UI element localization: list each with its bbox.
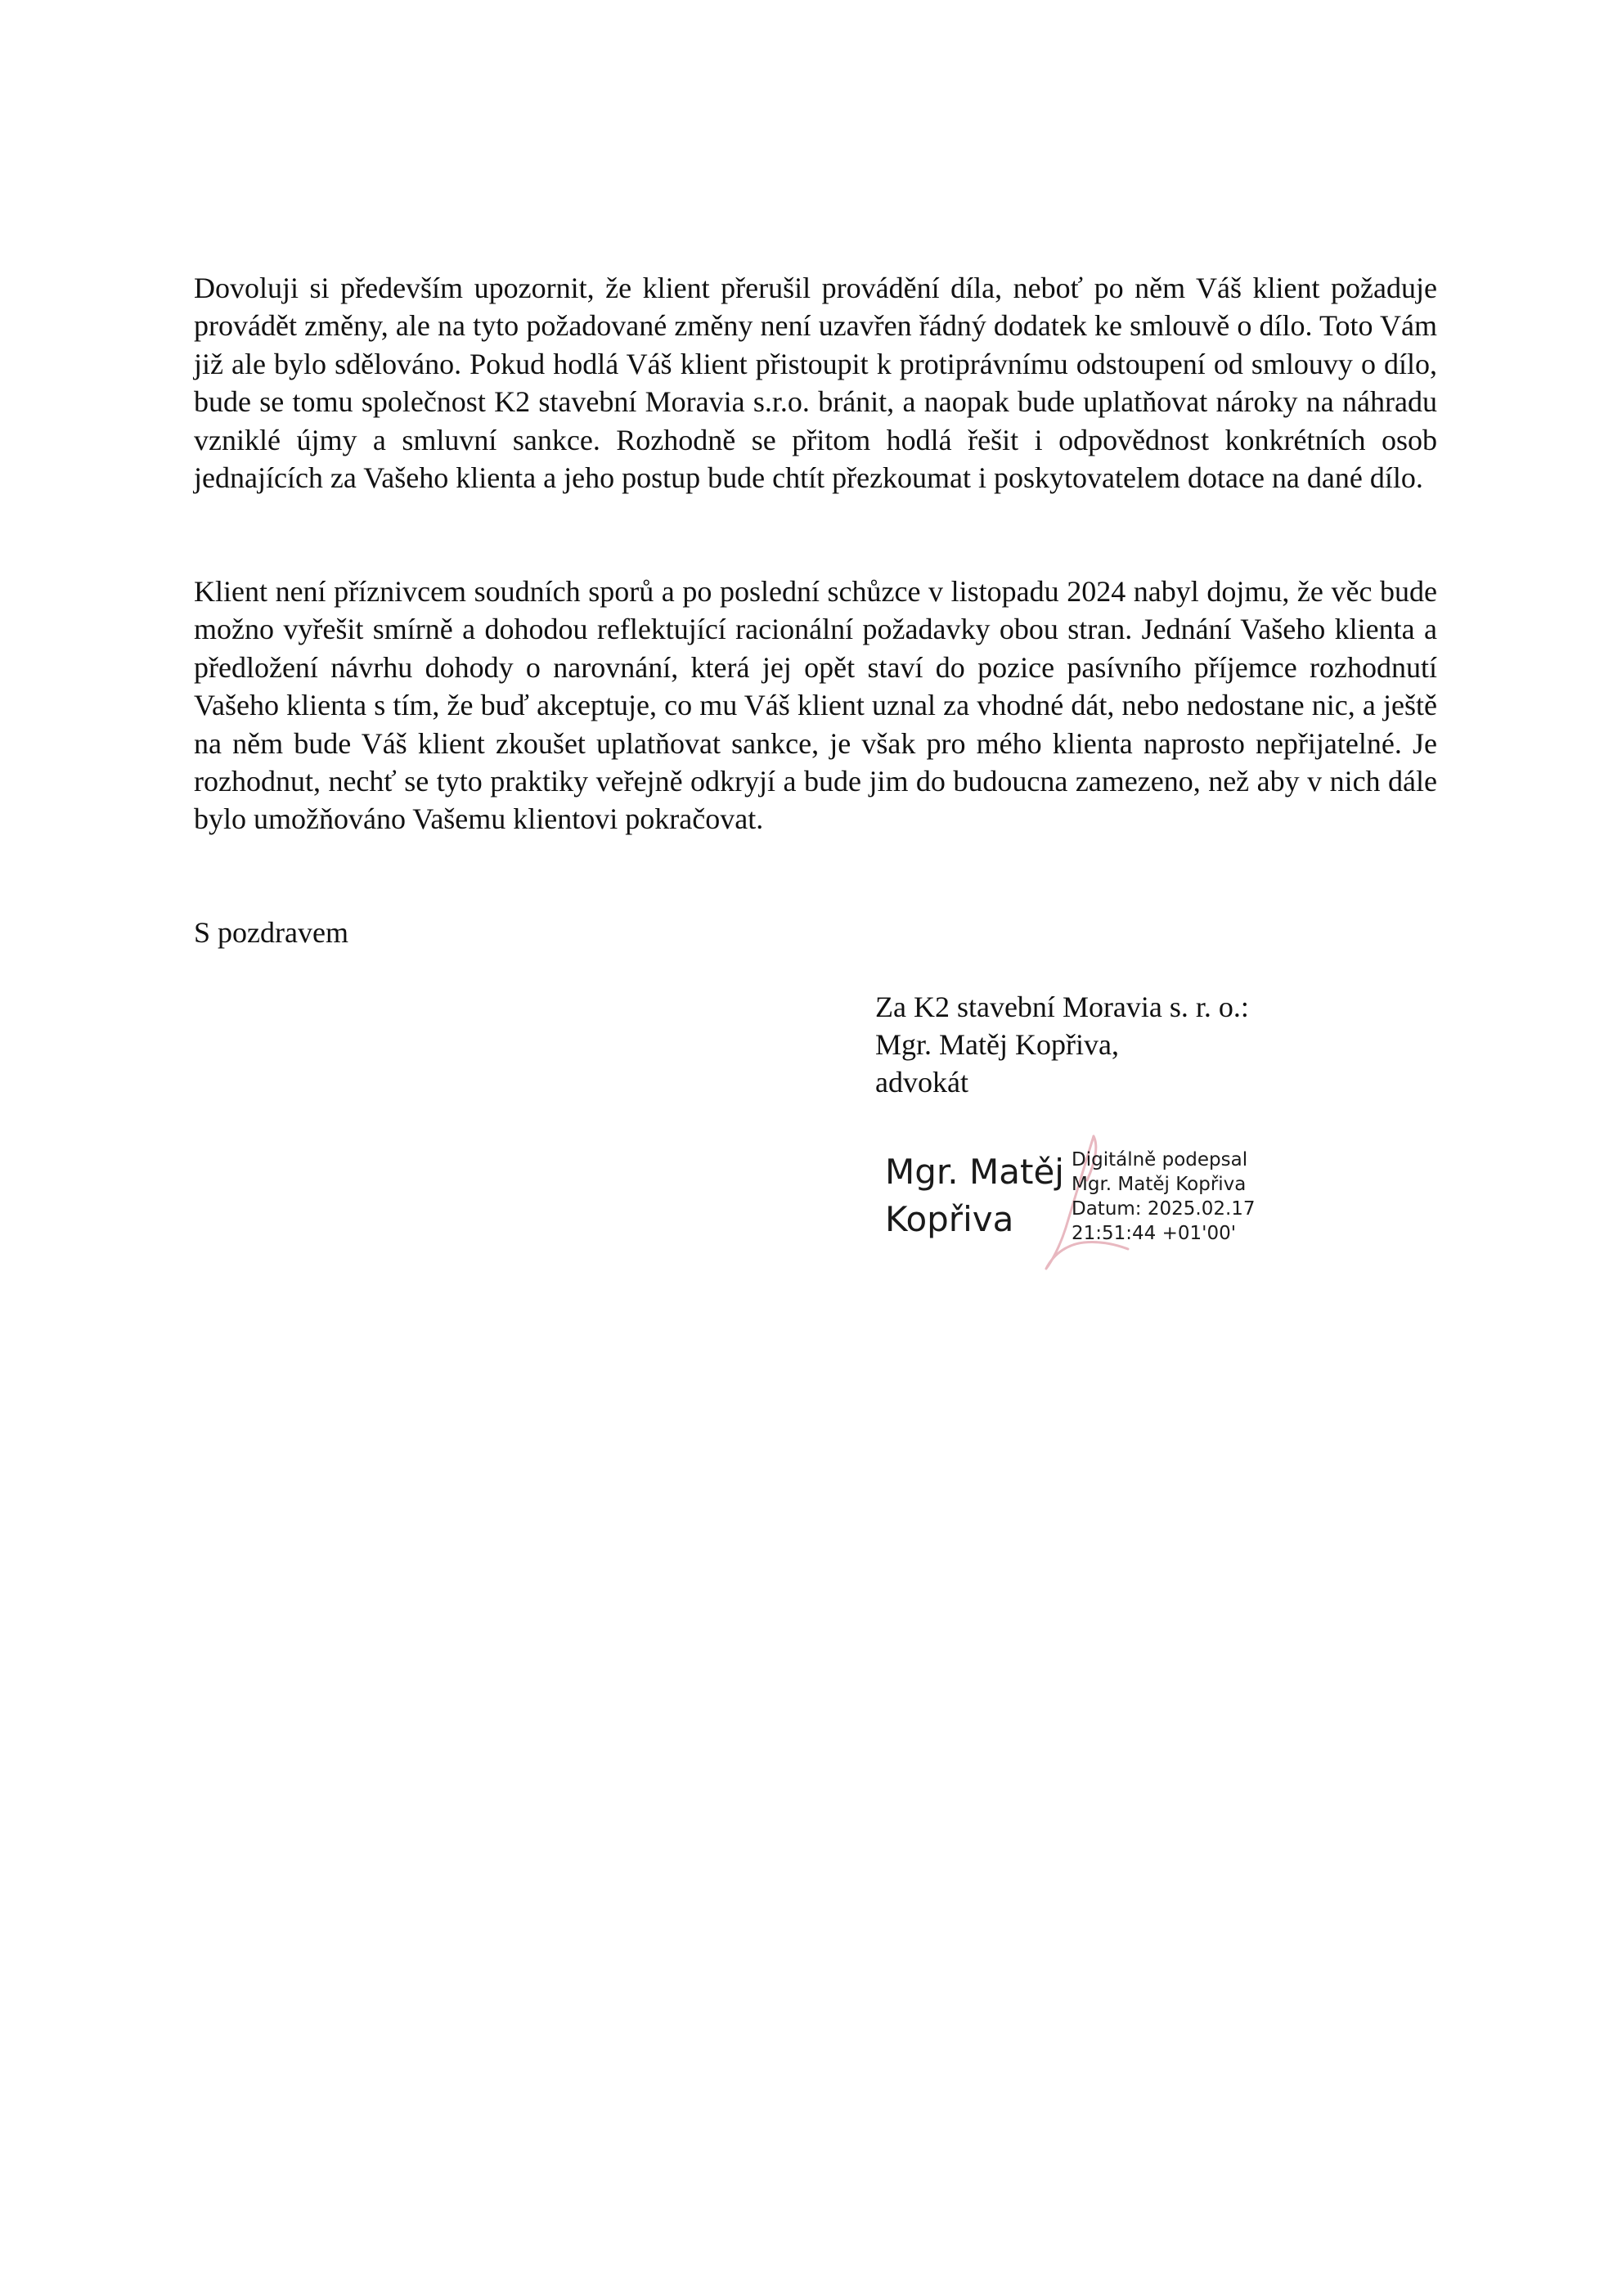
signature-name-line: Mgr. Matěj Kopřiva,: [875, 1028, 1119, 1061]
paragraph-1: Dovoluji si především upozornit, že klient přerušil provádění díla, neboť po něm Váš klient požaduje provádět změny, ale na tyto požadované změny není uzavřen řádný dodatek ke smlouvě o dílo. Toto Vám již ale bylo sdělováno. Pokud hodlá Váš klient přistoupit k protiprávnímu odstoupení od smlouvy o dílo, bude se tomu společnost K2 stavební Moravia s.r.o. bránit, a naopak bude uplatňovat nároky na náhradu vzniklé újmy a smluvní sankce. Rozhodně se přitom hodlá řešit i odpovědnost konkrétních osob jednajících za Vašeho klienta a jeho postup bude chtít přezkoumat i poskytovatelem dotace na dané dílo.: [194, 272, 1437, 495]
signature-company-line: Za K2 stavební Moravia s. r. o.:: [875, 991, 1249, 1023]
digital-signature-signer: Mgr. Matěj Kopřiva: [1072, 1174, 1247, 1195]
signature-block: [875, 988, 1249, 1101]
digital-signature-name: [885, 1148, 1064, 1243]
paragraph-2: Klient není příznivcem soudních sporů a po poslední schůzce v listopadu 2024 nabyl dojmu, že věc bude možno vyřešit smírně a dohodou reflektující racionální požadavky obou stran. Jednání Vašeho klienta a předložení návrhu dohody o narovnání, která jej opět staví do pozice pasívního příjemce rozhodnutí Vašeho klienta s tím, že buď akceptuje, co mu Váš klient uznal za vhodné dát, nebo nedostane nic, a ještě na něm bude Váš klient zkoušet uplatňovat sankce, je však pro mého klienta naprosto nepřijatelné. Je rozhodnut, nechť se tyto praktiky veřejně odkryjí a bude jim do budoucna zamezeno, než aby v nich dále bylo umožňováno Vašemu klientovi pokračovat.: [194, 575, 1437, 836]
digital-signature-details: [1072, 1148, 1256, 1246]
digital-signature-name-last: Kopřiva: [885, 1199, 1014, 1239]
signature-title-line: advokát: [875, 1066, 968, 1099]
digital-signature-label: Digitálně podepsal: [1072, 1149, 1248, 1170]
digital-signature-name-first: Mgr. Matěj: [885, 1152, 1064, 1192]
digital-signature-stamp: [877, 1130, 1269, 1277]
closing-salutation: S pozdravem: [194, 916, 348, 949]
digital-signature-date: Datum: 2025.02.17: [1072, 1198, 1256, 1220]
digital-signature-time: 21:51:44 +01'00': [1072, 1223, 1237, 1244]
